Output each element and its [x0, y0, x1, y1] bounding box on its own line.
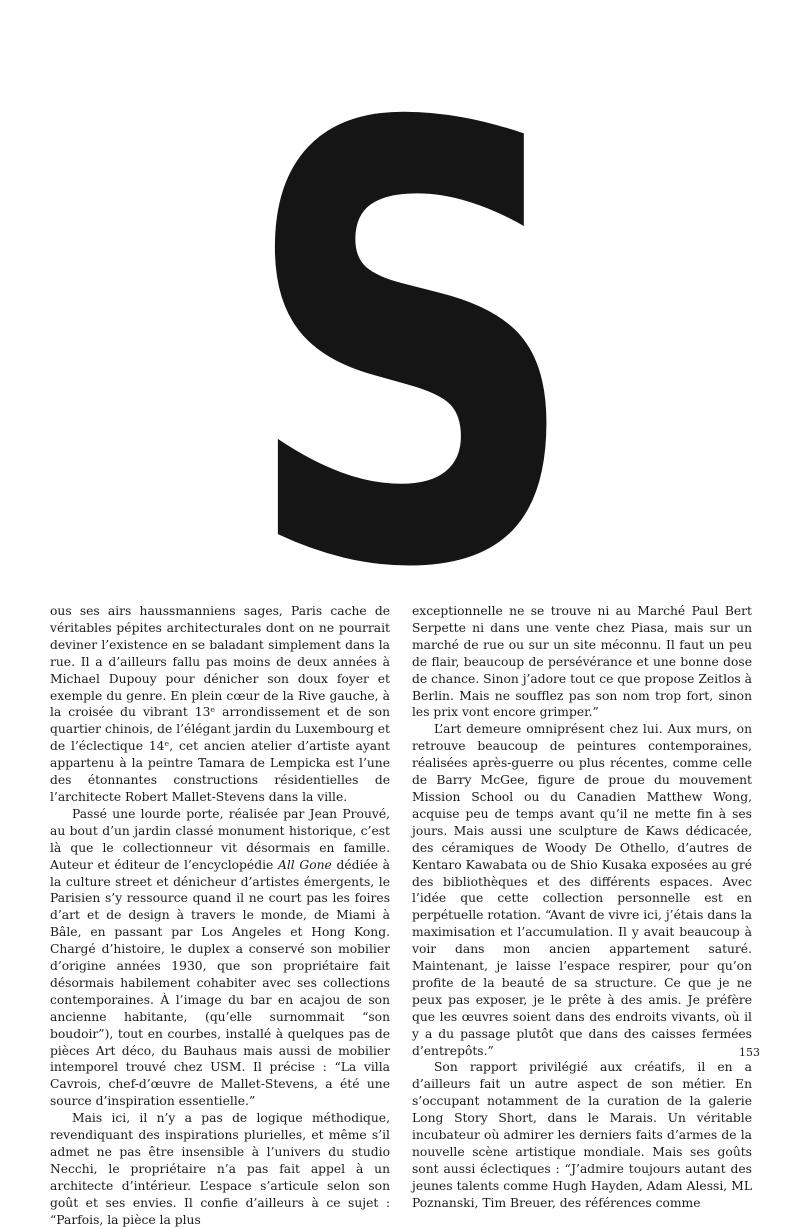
paragraph: Son rapport privilégié aux créatifs, il en a d’ailleurs fait un autre aspect de son métier. En s’occupant notamment de la curation de la galerie Long Story Short, dans le Marais. Un véritable incubateur où admirer les derniers faits d’armes de la nouvelle scène artistique mondiale. Mais ses goûts sont aussi éclectiques : “J’admire toujours autant des jeunes talents comme Hugh Hayden, Adam Alessi, ML Poznanski, Tim Breuer, des références comme [412, 1060, 752, 1210]
paragraph: ous ses airs haussmanniens sages, Paris cache de véritables pépites architecturales dont on ne pourrait deviner l’existence en se baladant simplement dans la rue. Il a d’ailleurs fallu pas moins de deux années à Michael Dupouy pour dénicher son doux foyer et exemple du genre. En plein cœur de la Rive gauche, à la croisée du vibrant 13ᵉ arrondissement et de son quartier chinois, de l’élégant jardin du Luxembourg et de l’éclectique 14ᵉ, cet ancien atelier d’artiste ayant appartenu à la peintre Tamara de Lempicka est l’une des étonnantes constructions résidentielles de l’architecte Robert Mallet-Stevens dans la ville. [50, 604, 390, 804]
drop-cap-glyph: S [241, 105, 581, 585]
paragraph: Mais ici, il n’y a pas de logique méthodique, revendiquant des inspirations plurielles, et même s’il admet ne pas être insensible à l’univers du studio Necchi, le propriétaire n’a pas fait appel à un architecte d’intérieur. L’espace s’articule selon son goût et ses envies. Il confie d’ailleurs à ce sujet : “Parfois, la pièce la plus [50, 1111, 390, 1227]
page-number: 153 [739, 1046, 760, 1059]
article-column-right [412, 603, 752, 1212]
paragraph [50, 806, 390, 1110]
drop-cap-letter [236, 105, 586, 585]
paragraph: exceptionnelle ne se trouve ni au Marché Paul Bert Serpette ni dans une vente chez Piasa, mais sur un marché de rue ou sur un site méconnu. Il faut un peu de flair, beaucoup de persévérance et une bonne dose de chance. Sinon j’adore tout ce que propose Zeitlos à Berlin. Mais ne soufflez pas son nom trop fort, sinon les prix vont encore grimper.” [412, 604, 752, 720]
paragraph: L’art demeure omniprésent chez lui. Aux murs, on retrouve beaucoup de peintures contemporaines, réalisées après-guerre ou plus récentes, comme celle de Barry McGee, figure de proue du mouvement Mission School ou du Canadien Matthew Wong, acquise peu de temps avant qu’il ne mette fin à ses jours. Mais aussi une sculpture de Kaws dédicacée, des céramiques de Woody De Othello, d’autres de Kentaro Kawabata ou de Shio Kusaka exposées au gré des bibliothèques et des différents espaces. Avec l’idée que cette collection personnelle est en perpétuelle rotation. “Avant de vivre ici, j’étais dans la maximisation et l’accumulation. Il y avait beaucoup à voir dans mon ancien appartement saturé. Maintenant, je laisse l’espace respirer, pour qu’on profite de la beauté de sa structure. Ce que je ne peux pas exposer, je le prête à des amis. Je préfère que les œuvres soient dans des endroits vivants, où il y a du passage plutôt que dans des caisses fermées d’entrepôts.” [412, 722, 752, 1058]
article-column-left [50, 603, 390, 1229]
paragraph-text: Passé une lourde porte, réalisée par Jean Prouvé, au bout d’un jardin classé monument historique, c’est là que le collectionneur vit désormais en famille. Auteur et éditeur de l’encyclopédie [50, 806, 390, 872]
paragraph-text: dédiée à la culture street et dénicheur d’artistes émergents, le Parisien s’y ressource quand il ne court pas les foires d’art et de design à travers le monde, de Miami à Bâle, en passant par Los Angeles et Hong Kong. Chargé d’histoire, le duplex a conservé son mobilier d’origine années 1930, que son propriétaire fait désormais habilement cohabiter avec ses collections contemporaines. À l’image du bar en acajou de son ancienne habitante, (qu’elle surnommait “son boudoir”), tout en courbes, installé à quelques pas de pièces Art déco, du Bauhaus mais aussi de mobilier intemporel trouvé chez USM. Il précise : “La villa Cavrois, chef-d’œuvre de Mallet-Stevens, a été une source d’inspiration essentielle.” [50, 857, 390, 1109]
book-title: All Gone [277, 857, 332, 872]
